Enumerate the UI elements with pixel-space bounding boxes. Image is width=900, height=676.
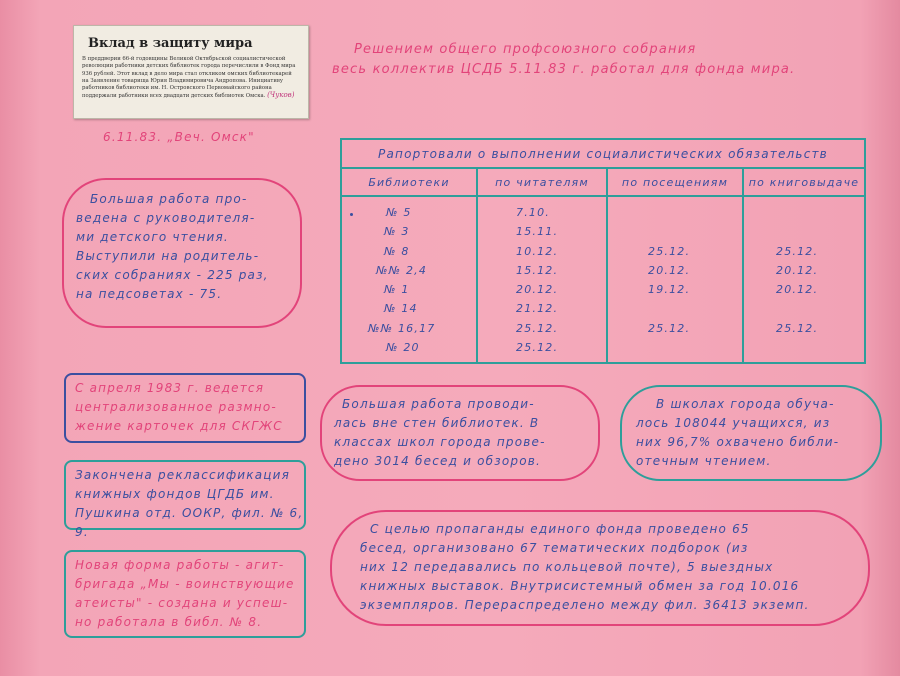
column-header-visits: по посещениям <box>607 168 743 196</box>
note-line: ми детского чтения. <box>76 230 229 244</box>
libraries-column <box>341 196 477 363</box>
table-cell: 20.12. <box>776 263 819 277</box>
note-line: лось 108044 учащихся, из <box>636 416 831 430</box>
table-cell: 20.12. <box>516 283 559 297</box>
resolution-line-2: весь коллектив ЦСДБ 5.11.83 г. работал для фонда мира. <box>332 62 796 77</box>
note-line: на педсоветах - 75. <box>76 287 223 301</box>
table-cell: № 20 <box>386 341 420 355</box>
table-cell: №№ 2,4 <box>376 263 428 277</box>
note-line: бесед, организовано 67 тематических подборок (из <box>360 541 749 555</box>
column-header-libraries: Библиотеки <box>341 168 477 196</box>
table-cell: 15.11. <box>516 225 559 239</box>
resolution-note <box>332 40 852 80</box>
resolution-line-1: Решением общего профсоюзного собрания <box>354 42 697 57</box>
note-line: жение карточек для СКГЖС <box>75 419 283 433</box>
table-cell: 15.12. <box>516 263 559 277</box>
note-agit-brigade <box>64 550 306 638</box>
table-cell: 19.12. <box>648 283 691 297</box>
note-reclassification <box>64 460 306 539</box>
column-header-issues: по книговыдаче <box>743 168 865 196</box>
note-cards <box>64 373 306 443</box>
note-line: атеисты" - создана и успеш- <box>75 596 289 610</box>
table-cell <box>648 222 742 241</box>
note-line: ских собраниях - 225 раз, <box>76 268 269 282</box>
table-cell: № 14 <box>384 302 418 316</box>
table-cell <box>776 222 864 241</box>
table-cell: 25.12. <box>648 321 691 335</box>
table-cell: 25.12. <box>776 244 819 258</box>
note-schools <box>620 385 882 481</box>
note-line: ведена с руководителя- <box>76 211 256 225</box>
table-cell: 25.12. <box>516 321 559 335</box>
note-line: централизованное размно- <box>75 400 277 414</box>
note-line: Выступили на родитель- <box>76 249 260 263</box>
table-cell: № 3 <box>384 225 410 239</box>
table-cell: 20.12. <box>776 283 819 297</box>
table-cell <box>648 203 742 222</box>
issues-column <box>743 196 865 363</box>
note-line: дено 3014 бесед и обзоров. <box>334 454 542 468</box>
note-line: них 12 передавались по кольцевой почте), 5 выездных <box>360 560 774 574</box>
table-cell: № 5 <box>386 206 412 219</box>
clipping-handwritten-note: (Чуков) <box>267 91 295 100</box>
table-cell: № 1 <box>384 283 410 297</box>
note-line: них 96,7% охвачено библи- <box>636 435 840 449</box>
note-leaders <box>62 178 302 328</box>
table-cell: 25.12. <box>516 341 559 355</box>
note-line: бригада „Мы - воинствующие <box>75 577 295 591</box>
column-header-readers: по читателям <box>477 168 607 196</box>
clipping-date: 6.11.83. „Веч. Омск" <box>103 130 255 144</box>
note-line: отечным чтением. <box>636 454 772 468</box>
note-line: С целью пропаганды единого фонда проведено 65 <box>370 522 750 536</box>
table-title: Рапортовали о выполнении социалистических обязательств <box>341 139 865 168</box>
note-line: Закончена реклассификация <box>75 468 291 482</box>
clipping-body: В преддверии 66-й годовщины Великой Октябрьской социалистической революции работники детских библиотек города перечислили в Фонд мира 936 рублей. Этот вклад в дело мира стал откликом омских библиотекарей на Заявление товарища Юрия Владимировича Андропова. Инициативу работников библиотеки им. Н. Островского Первомайского района поддержали работники всех двадцати детских библиотек Омска. (Чуков) <box>82 56 296 100</box>
table-cell <box>776 203 864 222</box>
table-cell: 21.12. <box>516 302 559 316</box>
clipping-headline: Вклад в защиту мира <box>88 36 253 51</box>
note-line: классах школ города прове- <box>334 435 546 449</box>
table-cell: 10.12. <box>516 244 559 258</box>
table-cell: №№ 16,17 <box>368 321 436 335</box>
note-line: Большая работа про- <box>90 192 248 206</box>
note-line: С апреля 1983 г. ведется <box>75 381 265 395</box>
note-line: Большая работа проводи- <box>342 397 535 411</box>
note-line: Пушкина отд. ООКР, фил. № 6, 9. <box>75 506 304 539</box>
note-line: экземпляров. Перераспределено между фил. 36413 экземп. <box>360 598 810 612</box>
table-cell: 25.12. <box>776 321 819 335</box>
table-cell: 25.12. <box>648 244 691 258</box>
note-outside-work <box>320 385 600 481</box>
readers-column <box>477 196 607 363</box>
newspaper-clipping <box>73 25 309 119</box>
table-cell: 7.10. <box>516 206 550 219</box>
note-line: книжных выставок. Внутрисистемный обмен за год 10.016 <box>360 579 800 593</box>
table-cell: 20.12. <box>648 263 691 277</box>
note-unified-fund <box>330 510 870 626</box>
note-line: лась вне стен библиотек. В <box>334 416 540 430</box>
visits-column <box>607 196 743 363</box>
table-cell <box>776 299 864 318</box>
table-cell: № 8 <box>384 244 410 258</box>
note-line: В школах города обуча- <box>656 397 835 411</box>
note-line: Новая форма работы - агит- <box>75 558 285 572</box>
table-cell <box>648 299 742 318</box>
note-line: книжных фондов ЦГДБ им. <box>75 487 275 501</box>
obligations-table <box>340 138 866 364</box>
note-line: но работала в библ. № 8. <box>75 615 263 629</box>
